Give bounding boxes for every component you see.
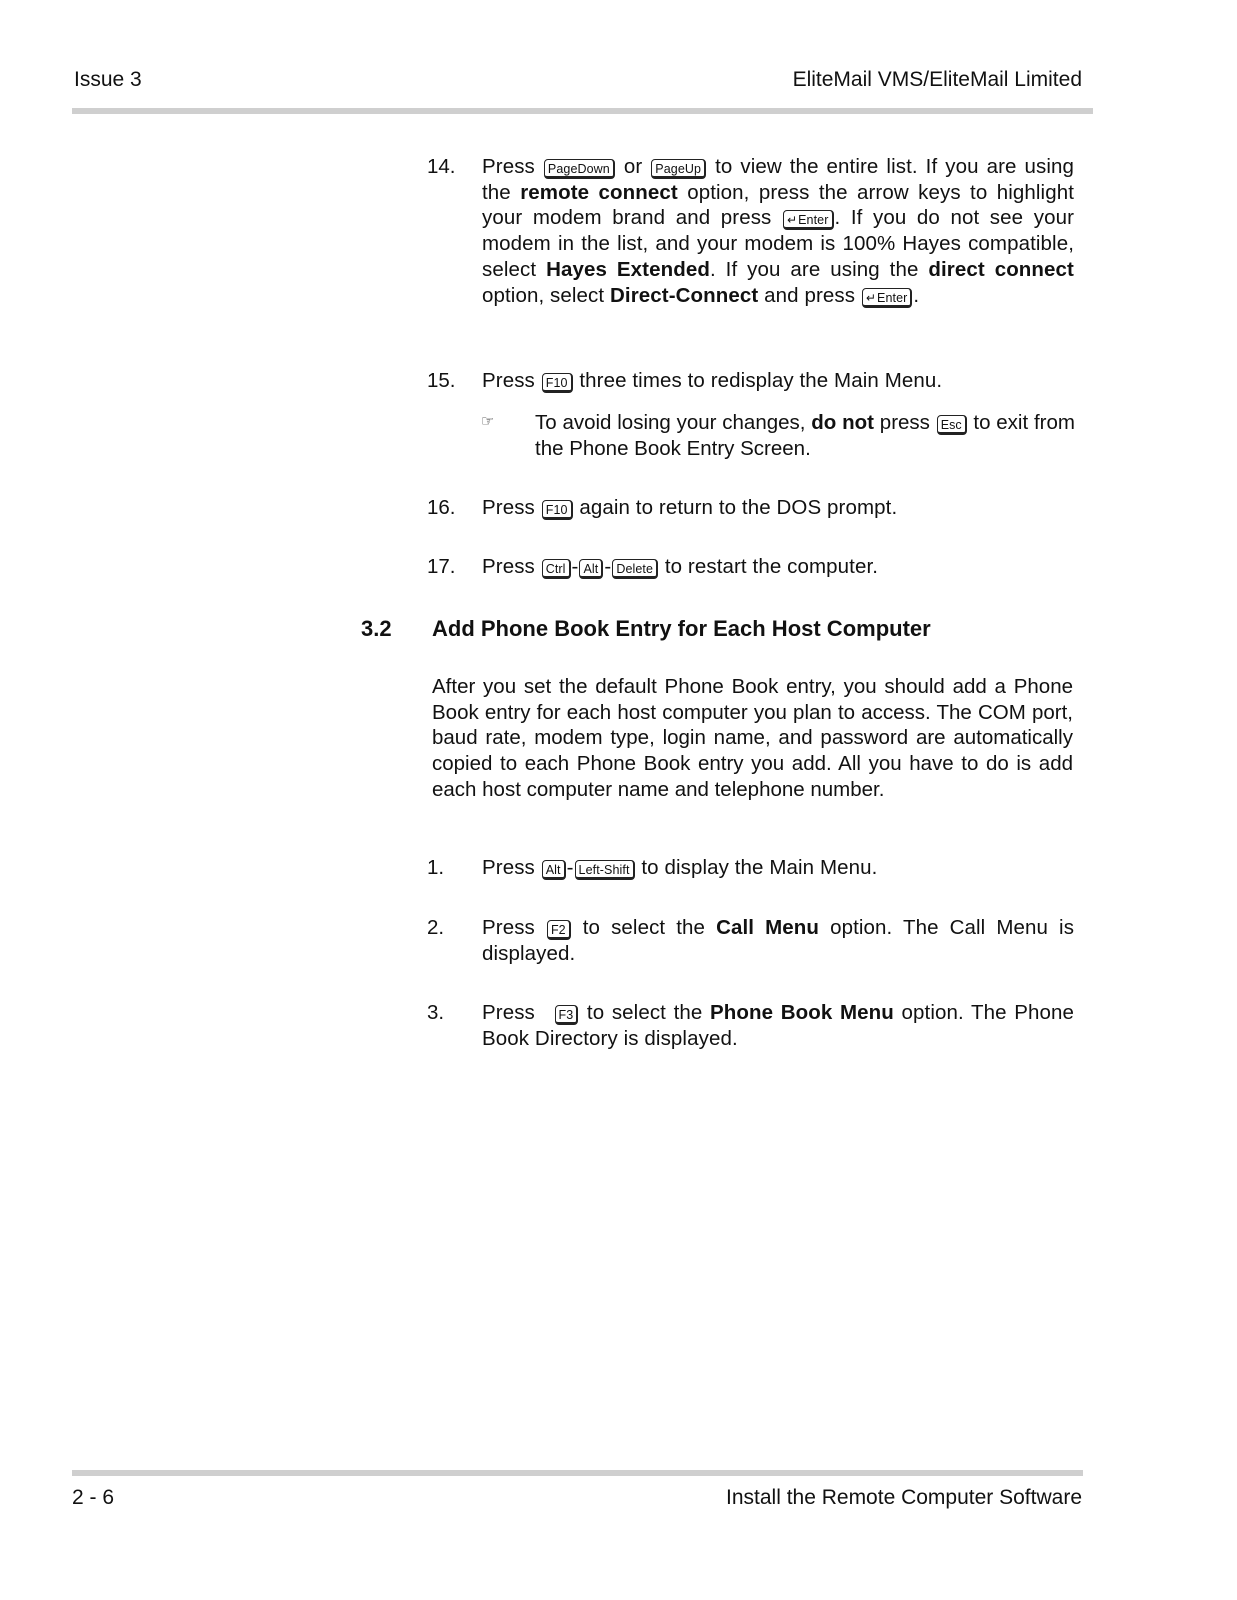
text-run: option. The Call Menu is displayed. <box>482 916 1075 965</box>
text-run: to view the entire list. If you are using the <box>482 155 1075 204</box>
text-run: option. The Phone Book Directory is displayed. <box>482 1001 1075 1050</box>
enter-key <box>862 288 913 308</box>
step-16 <box>427 495 1074 521</box>
text-run: Press <box>482 155 535 178</box>
section-paragraph: After you set the default Phone Book entry, you should add a Phone Book entry for each host computer you plan to access. The COM port, baud rate, modem type, login name, and password are automatically copied to each Phone Book entry you add. All you have to do is add each host computer name and telephone number. <box>432 675 1073 801</box>
text-run: to exit from the Phone Book Entry Screen. <box>535 411 1075 460</box>
return-arrow-icon: ↵ <box>865 290 877 305</box>
header-rule <box>72 108 1093 114</box>
text-run: Press <box>482 916 535 939</box>
pointing-hand-icon: ☞ <box>481 413 495 430</box>
text-run: to restart the computer. <box>664 555 879 578</box>
step-number: 17. <box>427 555 456 578</box>
step-number: 3. <box>427 1001 445 1024</box>
note-text <box>535 410 1075 461</box>
text-run: Press <box>482 496 535 519</box>
text-run: Press <box>482 856 535 879</box>
chapter-title: Install the Remote Computer Software <box>726 1486 1082 1509</box>
delete-key: Delete <box>612 559 658 579</box>
step-number: 15. <box>427 369 456 392</box>
step-17 <box>427 554 1074 580</box>
step-number: 2. <box>427 916 445 939</box>
bold-term: direct connect <box>928 257 1074 281</box>
section-number: 3.2 <box>361 616 392 641</box>
step-text <box>482 154 1074 308</box>
text-run: press <box>879 411 930 434</box>
pagedown-key: PageDown <box>544 159 615 179</box>
text-run: To avoid losing your changes, <box>535 411 806 434</box>
alt-key: Alt <box>579 559 603 579</box>
return-arrow-icon: ↵ <box>786 213 798 228</box>
bold-term: remote connect <box>520 180 678 204</box>
key-separator: - <box>566 856 574 879</box>
bold-term: Call Menu <box>716 916 820 939</box>
step-text <box>482 368 1074 394</box>
footer-rule <box>72 1470 1083 1476</box>
f10-key: F10 <box>542 373 573 393</box>
f2-key: F2 <box>547 920 571 940</box>
text-run: Press <box>482 369 535 392</box>
text-run: Press <box>482 1001 535 1024</box>
ctrl-key: Ctrl <box>542 559 571 579</box>
bold-term: Phone Book Menu <box>710 1001 894 1024</box>
step-number: 14. <box>427 155 456 178</box>
left-shift-key: Left-Shift <box>575 860 635 880</box>
step-1 <box>427 855 1074 881</box>
step-number: 16. <box>427 496 456 519</box>
text-run: to select the <box>582 916 706 939</box>
text-run: to display the Main Menu. <box>641 856 878 879</box>
text-run: . If you do not see your modem in the list, and your modem is 100% Hayes compatible, select <box>482 206 1074 281</box>
text-run: or <box>623 155 643 178</box>
key-label: Enter <box>877 290 908 305</box>
key-label: Enter <box>798 213 829 228</box>
step-15 <box>427 368 1074 394</box>
step-number: 1. <box>427 856 445 879</box>
text-run: option, press the arrow keys to highlight your modem brand and press <box>482 180 1074 230</box>
header-issue: Issue 3 <box>74 68 142 91</box>
key-separator: - <box>604 555 612 578</box>
step-3 <box>427 1000 1074 1051</box>
note <box>481 410 1075 461</box>
step-text <box>482 1000 1074 1051</box>
text-run: . <box>913 283 920 307</box>
f10-key: F10 <box>542 500 573 520</box>
text-run: Press <box>482 555 535 578</box>
text-run: and press <box>764 283 856 307</box>
f3-key: F3 <box>555 1005 579 1025</box>
alt-key: Alt <box>542 860 566 880</box>
text-run: . If you are using the <box>709 257 919 281</box>
step-text <box>482 495 1074 521</box>
text-run: option, select <box>482 283 605 307</box>
esc-key: Esc <box>937 415 967 435</box>
step-2 <box>427 915 1074 966</box>
key-separator: - <box>571 555 579 578</box>
pageup-key: PageUp <box>651 159 706 179</box>
bold-term: Hayes Extended <box>546 257 710 281</box>
bold-term: Direct-Connect <box>610 283 759 307</box>
step-14 <box>427 154 1074 308</box>
page-number: 2 - 6 <box>72 1486 115 1509</box>
text-run: again to return to the DOS prompt. <box>579 496 898 519</box>
enter-key <box>783 210 834 230</box>
step-text <box>482 855 1074 881</box>
text-run: to select the <box>586 1001 703 1024</box>
bold-term: do not <box>811 411 874 434</box>
text-run: three times to redisplay the Main Menu. <box>579 369 943 392</box>
step-text <box>482 554 1074 580</box>
section-title: Add Phone Book Entry for Each Host Computer <box>432 616 931 641</box>
header-product-title: EliteMail VMS/EliteMail Limited <box>792 68 1082 91</box>
step-text <box>482 915 1074 966</box>
